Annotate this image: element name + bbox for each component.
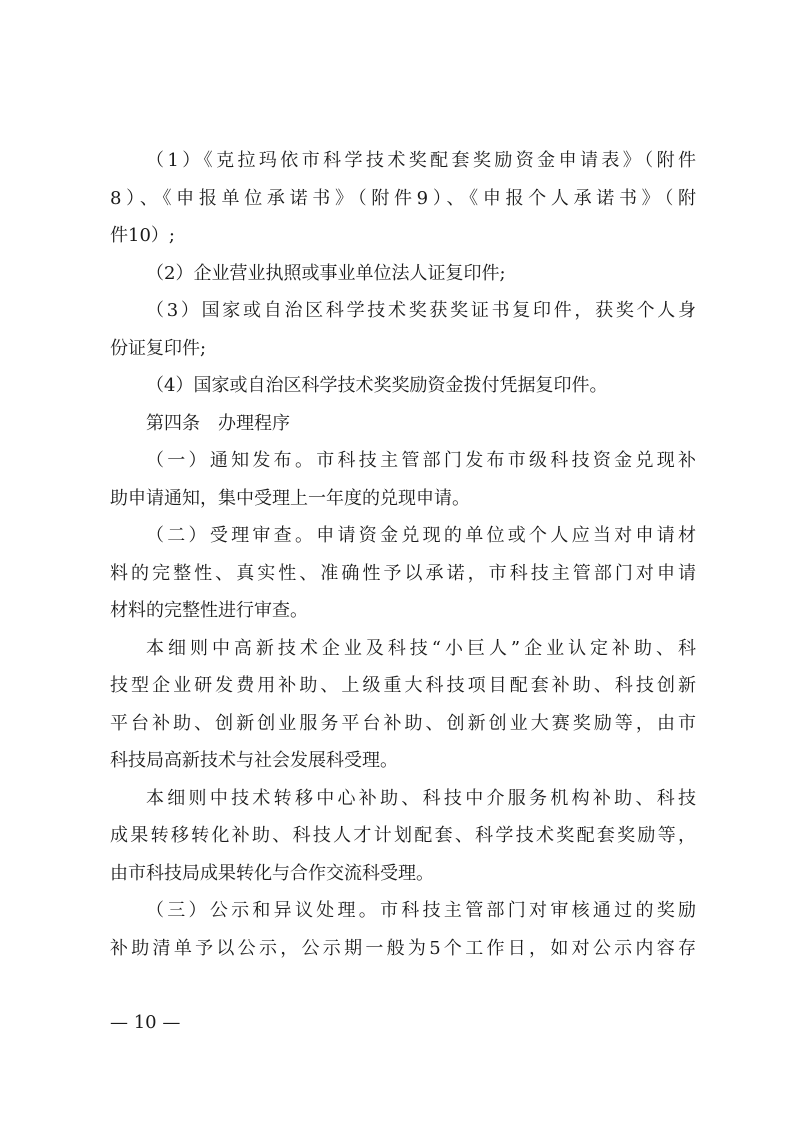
text-line: （4）国家或自治区科学技术奖奖励资金拨付凭据复印件。 [146, 375, 608, 396]
text-line: 件10）; [110, 225, 175, 246]
text-line: 成果转移转化补助、科技人才计划配套、科学技术奖配套奖励等， [110, 825, 696, 846]
text-line: 8）、《申报单位承诺书》（附件9）、《申报个人承诺书》（附 [110, 187, 696, 209]
text-line: （一）通知发布。市科技主管部门发布市级科技资金兑现补 [146, 450, 696, 471]
text-line: 平台补助、创新创业服务平台补助、创新创业大赛奖励等，由市 [110, 712, 696, 734]
text-line: （2）企业营业执照或事业单位法人证复印件; [146, 262, 506, 284]
text-line: （1）《克拉玛依市科学技术奖配套奖励资金申请表》（附件 [146, 150, 696, 171]
section-heading: 第四条 办理程序 [146, 412, 290, 434]
text-line: 本细则中技术转移中心补助、科技中介服务机构补助、科技 [146, 787, 696, 809]
text-line: （二）受理审查。申请资金兑现的单位或个人应当对申请材 [146, 525, 696, 546]
text-line: 助申请通知，集中受理上一年度的兑现申请。 [110, 487, 470, 509]
text-line: 由市科技局成果转化与合作交流科受理。 [110, 862, 434, 884]
body-text [110, 142, 696, 967]
text-line: 补助清单予以公示，公示期一般为5个工作日，如对公示内容存 [110, 937, 696, 959]
text-line: 技型企业研发费用补助、上级重大科技项目配套补助、科技创新 [110, 675, 696, 696]
text-line: 份证复印件; [110, 337, 207, 359]
text-line: 料的完整性、真实性、准确性予以承诺，市科技主管部门对申请 [110, 562, 696, 584]
text-line: （三）公示和异议处理。市科技主管部门对审核通过的奖励 [146, 900, 696, 921]
text-line: 本细则中高新技术企业及科技“小巨人”企业认定补助、科 [146, 637, 696, 659]
text-line: （3）国家或自治区科学技术奖获奖证书复印件，获奖个人身 [146, 300, 696, 321]
text-line: 科技局高新技术与社会发展科受理。 [110, 750, 398, 771]
text-line: 材料的完整性进行审查。 [110, 600, 308, 621]
page-number: — 10 — [110, 1012, 181, 1033]
